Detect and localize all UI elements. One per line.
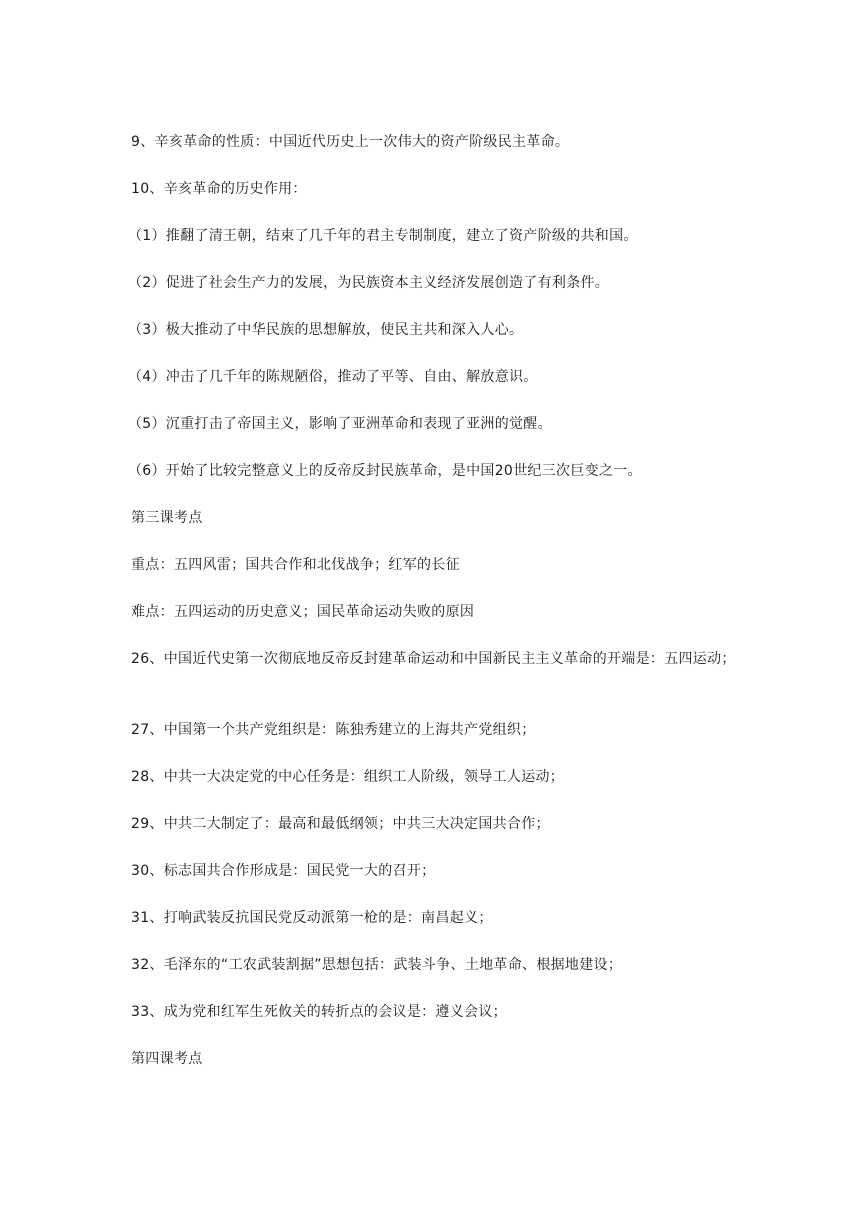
point-28: 28、中共一大决定党的中心任务是：组织工人阶级，领导工人运动； [131, 769, 565, 785]
difficult-points: 难点：五四运动的历史意义；国民革命运动失败的原因 [131, 604, 475, 620]
section-heading-lesson-3: 第三课考点 [131, 510, 203, 526]
point-9: 9、辛亥革命的性质：中国近代历史上一次伟大的资产阶级民主革命。 [131, 134, 570, 150]
effect-5: （5）沉重打击了帝国主义，影响了亚洲革命和表现了亚洲的觉醒。 [128, 416, 552, 432]
effect-3: （3）极大推动了中华民族的思想解放，使民主共和深入人心。 [128, 322, 524, 338]
effect-4: （4）冲击了几千年的陈规陋俗，推动了平等、自由、解放意识。 [128, 369, 538, 385]
point-10-heading: 10、辛亥革命的历史作用： [131, 181, 307, 197]
point-26: 26、中国近代史第一次彻底地反帝反封建革命运动和中国新民主主义革命的开端是：五四运动； [131, 651, 736, 667]
effect-6: （6）开始了比较完整意义上的反帝反封民族革命，是中国20世纪三次巨变之一。 [128, 463, 642, 479]
point-30: 30、标志国共合作形成是：国民党一大的召开； [131, 863, 436, 879]
point-29: 29、中共二大制定了：最高和最低纲领；中共三大决定国共合作； [131, 816, 550, 832]
effect-1: （1）推翻了清王朝，结束了几千年的君主专制制度，建立了资产阶级的共和国。 [128, 228, 638, 244]
section-heading-lesson-4: 第四课考点 [131, 1051, 203, 1067]
key-points: 重点：五四风雷；国共合作和北伐战争；红军的长征 [131, 557, 460, 573]
point-31: 31、打响武装反抗国民党反动派第一枪的是：南昌起义； [131, 910, 493, 926]
point-33: 33、成为党和红军生死攸关的转折点的会议是：遵义会议； [131, 1004, 507, 1020]
effect-2: （2）促进了社会生产力的发展，为民族资本主义经济发展创造了有利条件。 [128, 275, 610, 291]
point-32: 32、毛泽东的“工农武装割据”思想包括：武装斗争、土地革命、根据地建设； [131, 957, 623, 973]
point-27: 27、中国第一个共产党组织是：陈独秀建立的上海共产党组织； [131, 722, 536, 738]
